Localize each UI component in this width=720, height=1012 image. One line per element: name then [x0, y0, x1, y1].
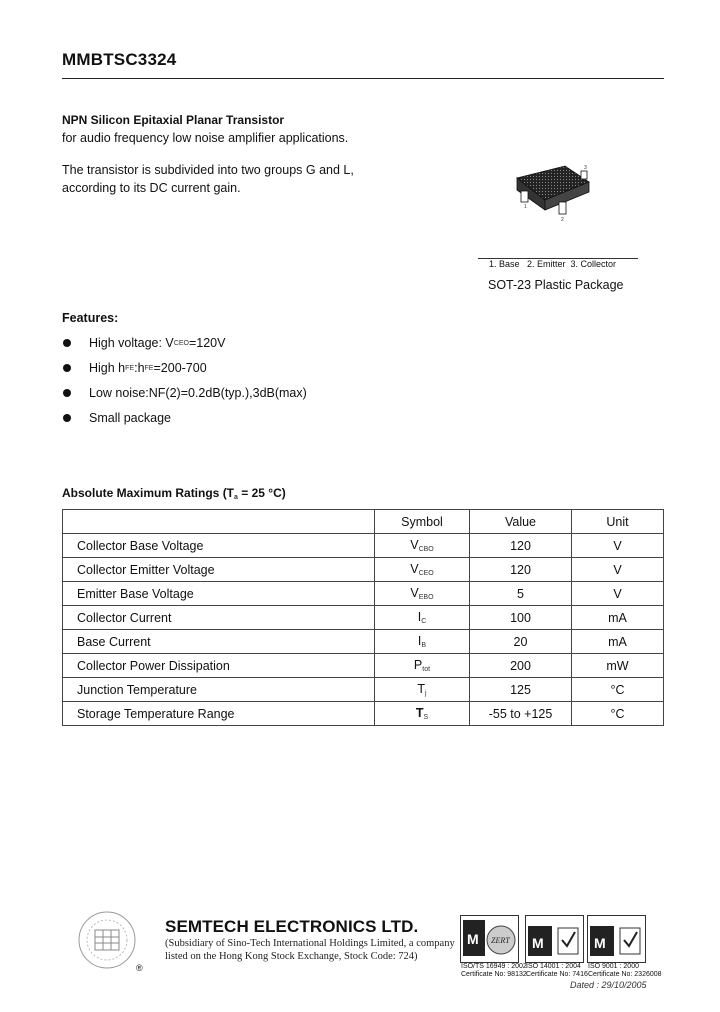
table-row	[63, 654, 664, 678]
value-cell: 120	[470, 534, 572, 558]
symbol-letter: I	[417, 610, 422, 624]
symbol-subscript: j	[425, 690, 427, 697]
symbol-letter: V	[410, 562, 419, 576]
company-subsidiary-line: (Subsidiary of Sino-Tech International Holdings Limited, a company	[165, 938, 455, 949]
table-row	[63, 534, 664, 558]
feature-item	[62, 386, 307, 400]
cert-standard: ISO 9001 : 2000	[588, 963, 639, 970]
cert-caption	[588, 963, 662, 979]
feature-subscript: FE	[144, 364, 154, 372]
param-cell: Collector Emitter Voltage	[63, 558, 375, 582]
bullet-icon	[63, 389, 71, 397]
value-cell: 100	[470, 606, 572, 630]
header-symbol: Symbol	[375, 510, 470, 534]
package-name: SOT-23 Plastic Package	[488, 278, 624, 292]
cert-number: Certificate No: 7416	[526, 971, 588, 978]
table-row	[63, 702, 664, 726]
svg-text:2: 2	[561, 217, 564, 223]
cert-caption	[526, 963, 588, 979]
table-row	[63, 558, 664, 582]
value-cell: 20	[470, 630, 572, 654]
features-heading: Features:	[62, 311, 119, 325]
cert-number: Certificate No: 2326008	[588, 971, 662, 978]
table-row	[63, 630, 664, 654]
symbol-subscript: CBO	[418, 546, 434, 553]
part-number-title: MMBTSC3324	[62, 50, 177, 69]
ratings-heading-subscript: a	[234, 494, 238, 501]
param-cell: Collector Base Voltage	[63, 534, 375, 558]
header-value: Value	[470, 510, 572, 534]
value-cell: -55 to +125	[470, 702, 572, 726]
bullet-icon	[63, 364, 71, 372]
svg-text:M: M	[594, 935, 606, 951]
symbol-subscript: EBO	[418, 594, 434, 601]
cert-standard: ISO 14001 : 2004	[526, 963, 581, 970]
svg-text:M: M	[467, 931, 479, 947]
param-cell: Emitter Base Voltage	[63, 582, 375, 606]
unit-cell: mA	[572, 630, 664, 654]
value-cell: 5	[470, 582, 572, 606]
symbol-subscript: C	[421, 618, 427, 625]
symbol-cell	[375, 582, 470, 606]
symbol-letter: I	[417, 634, 422, 648]
value-cell: 125	[470, 678, 572, 702]
param-cell: Storage Temperature Range	[63, 702, 375, 726]
feature-subscript: CEO	[173, 339, 189, 347]
feature-subscript: FE	[125, 364, 135, 372]
header-parameter	[63, 510, 375, 534]
symbol-subscript: S	[423, 714, 429, 721]
symbol-subscript: CEO	[418, 570, 434, 577]
ratings-heading	[62, 486, 286, 501]
bullet-icon	[63, 339, 71, 347]
symbol-cell	[375, 678, 470, 702]
feature-text: High voltage: V	[89, 336, 174, 350]
symbol-subscript: B	[421, 642, 427, 649]
moody-cert-logo-icon	[525, 915, 584, 963]
symbol-cell	[375, 606, 470, 630]
symbol-cell	[375, 630, 470, 654]
param-cell: Collector Power Dissipation	[63, 654, 375, 678]
company-name: SEMTECH ELECTRONICS LTD.	[165, 917, 419, 936]
header-unit: Unit	[572, 510, 664, 534]
symbol-letter: P	[413, 658, 423, 672]
svg-text:M: M	[532, 935, 544, 951]
symbol-cell	[375, 702, 470, 726]
title-divider	[62, 78, 664, 79]
unit-cell: V	[572, 582, 664, 606]
pin-legend: 1. Base 2. Emitter 3. Collector	[489, 259, 617, 269]
feature-value: =120V	[188, 336, 226, 350]
table-row	[63, 582, 664, 606]
symbol-cell	[375, 654, 470, 678]
feature-item	[62, 411, 171, 425]
moody-cert-logo-icon	[587, 915, 646, 963]
application-line: for audio frequency low noise amplifier applications.	[62, 131, 349, 145]
cert-standard: ISO/TS 16949 : 2002	[461, 963, 527, 970]
company-logo-icon	[77, 910, 137, 970]
unit-cell: °C	[572, 702, 664, 726]
symbol-letter: T	[417, 682, 426, 696]
symbol-letter: V	[410, 586, 419, 600]
description-line-1: The transistor is subdivided into two groups G and L,	[62, 163, 354, 177]
unit-cell: V	[572, 534, 664, 558]
feature-value: =200-700	[153, 361, 207, 375]
device-type: NPN Silicon Epitaxial Planar Transistor	[62, 113, 285, 127]
moody-cert-logo-icon	[460, 915, 519, 963]
svg-text:3: 3	[584, 165, 587, 171]
feature-item	[62, 336, 225, 350]
registered-mark: ®	[136, 963, 143, 973]
param-cell: Junction Temperature	[63, 678, 375, 702]
value-cell: 200	[470, 654, 572, 678]
symbol-subscript: tot	[422, 666, 431, 673]
table-row	[63, 606, 664, 630]
dated-label: Dated : 29/10/2005	[570, 980, 647, 990]
company-listing-line: listed on the Hong Kong Stock Exchange, Stock Code: 724)	[165, 951, 418, 962]
ratings-table	[62, 509, 664, 726]
unit-cell: °C	[572, 678, 664, 702]
symbol-cell	[375, 534, 470, 558]
ratings-heading-text: Absolute Maximum Ratings (T	[62, 486, 235, 500]
description-line-2: according to its DC current gain.	[62, 181, 241, 195]
svg-text:ZERT: ZERT	[491, 936, 510, 945]
feature-text: :h	[134, 361, 145, 375]
bullet-icon	[63, 414, 71, 422]
symbol-letter: V	[410, 538, 419, 552]
unit-cell: mW	[572, 654, 664, 678]
symbol-letter: T	[415, 706, 424, 720]
feature-text: Low noise:NF(2)=0.2dB(typ.),3dB(max)	[89, 386, 307, 400]
sot23-package-image	[505, 160, 595, 235]
param-cell: Collector Current	[63, 606, 375, 630]
cert-number: Certificate No: 98132	[461, 971, 527, 978]
unit-cell: V	[572, 558, 664, 582]
symbol-cell	[375, 558, 470, 582]
svg-text:1: 1	[524, 204, 527, 210]
table-row	[63, 678, 664, 702]
feature-text: High h	[89, 361, 126, 375]
cert-caption	[461, 963, 527, 979]
feature-item	[62, 361, 207, 375]
feature-text: Small package	[89, 411, 171, 425]
table-header-row	[63, 510, 664, 534]
ratings-heading-condition: = 25 °C)	[237, 486, 286, 500]
unit-cell: mA	[572, 606, 664, 630]
param-cell: Base Current	[63, 630, 375, 654]
value-cell: 120	[470, 558, 572, 582]
